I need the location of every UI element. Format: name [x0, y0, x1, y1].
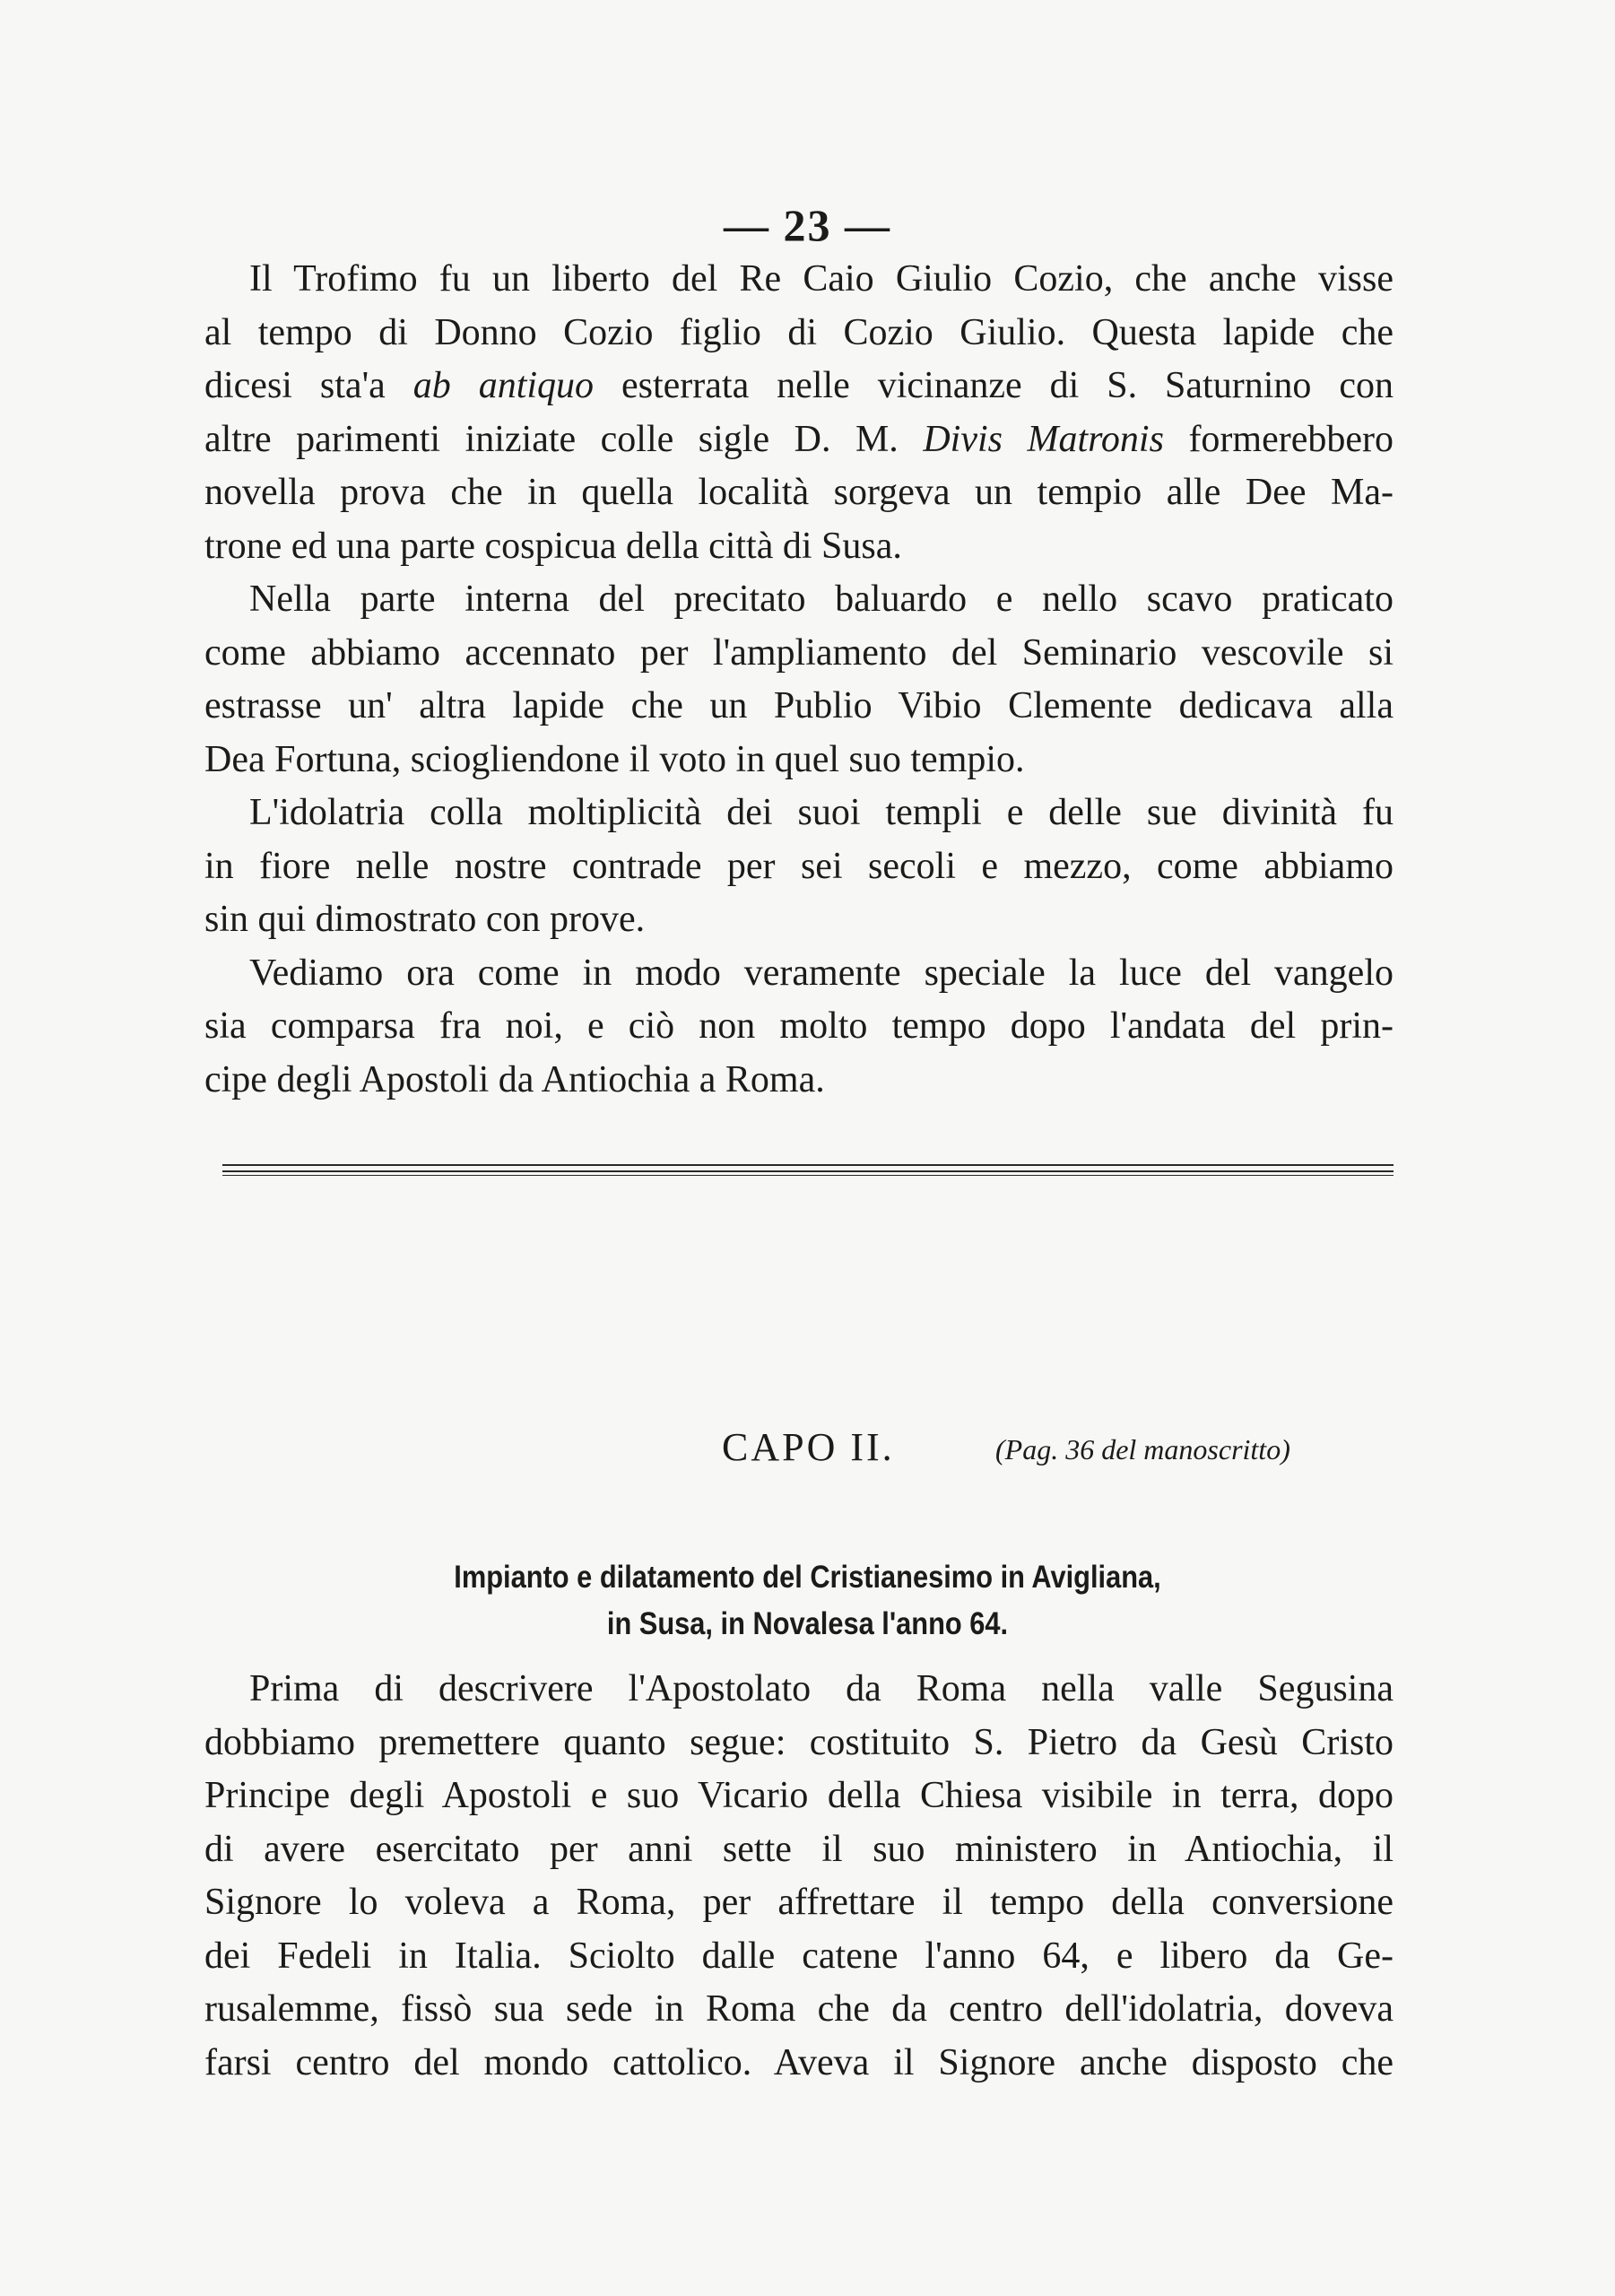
text-run: Prima di descrivere l'Apostolato da Roma nella valle Segusina — [249, 1668, 1394, 1709]
text-line — [204, 520, 1394, 574]
text-run: in fiore nelle nostre contrade per sei secoli e mezzo, come abbiamo — [204, 845, 1394, 887]
body-text-section-2 — [204, 1663, 1394, 2090]
text-line — [204, 1876, 1394, 1930]
text-line — [204, 1930, 1394, 1984]
text-run: L'idolatria colla moltiplicità dei suoi templi e delle sue divinità fu — [249, 792, 1394, 833]
text-run: Vediamo ora come in modo veramente speciale la luce del vangelo — [249, 952, 1394, 994]
text-run: farsi centro del mondo cattolico. Aveva il Signore anche disposto che — [204, 2041, 1394, 2083]
text-run: sia comparsa fra noi, e ciò non molto tempo dopo l'andata del prin- — [204, 1005, 1394, 1047]
text-line — [204, 360, 1394, 413]
text-line — [204, 627, 1394, 681]
manuscript-reference: (Pag. 36 del manoscritto) — [995, 1433, 1290, 1465]
text-run: dobbiamo premettere quanto segue: costituito S. Pietro da Gesù Cristo — [204, 1721, 1394, 1763]
text-line — [204, 466, 1394, 520]
text-line — [204, 307, 1394, 361]
text-line — [204, 1000, 1394, 1054]
text-line — [204, 1717, 1394, 1770]
text-run: formerebbero — [1163, 418, 1394, 460]
text-line — [204, 1983, 1394, 2037]
divider-rule-top — [222, 1164, 1394, 1166]
chapter-label: CAPO II. — [722, 1425, 895, 1469]
text-line — [204, 680, 1394, 734]
text-run: estrasse un' altra lapide che un Publio Vibio Clemente dedicava alla — [204, 685, 1394, 726]
text-run: Il Trofimo fu un liberto del Re Caio Giulio Cozio, che anche visse — [249, 258, 1394, 300]
text-run: esterrata nelle vicinanze di S. Saturnino con — [594, 365, 1394, 406]
text-line — [204, 1663, 1394, 1717]
text-run: Dea Fortuna, sciogliendone il voto in quel suo tempio. — [204, 738, 1025, 780]
text-line — [204, 573, 1394, 627]
italic-text: ab antiquo — [412, 365, 595, 406]
chapter-title-line-2: in Susa, in Novalesa l'anno 64. — [606, 1606, 1009, 1641]
text-run: rusalemme, fissò sua sede in Roma che da centro dell'idolatria, doveva — [204, 1988, 1394, 2030]
text-line — [204, 2037, 1394, 2091]
text-line — [204, 253, 1394, 307]
text-run: Signore lo voleva a Roma, per affrettare il tempo della conversione — [204, 1882, 1394, 1923]
text-line — [204, 893, 1394, 947]
text-run: sin qui dimostrato con prove. — [204, 899, 646, 940]
text-line — [204, 840, 1394, 894]
text-run: al tempo di Donno Cozio figlio di Cozio Giulio. Questa lapide che — [204, 311, 1394, 353]
text-line — [204, 1823, 1394, 1877]
text-run: cipe degli Apostoli da Antiochia a Roma. — [204, 1058, 825, 1100]
chapter-title-line-1: Impianto e dilatamento del Cristianesimo in Avigliana, — [454, 1560, 1161, 1595]
text-run: di avere esercitato per anni sette il suo ministero in Antiochia, il — [204, 1828, 1394, 1870]
text-run: trone ed una parte cospicua della città di Susa. — [204, 525, 902, 567]
text-run: come abbiamo accennato per l'ampliamento del Seminario vescovile si — [204, 631, 1394, 674]
text-line — [204, 413, 1394, 467]
text-run: Principe degli Apostoli e suo Vicario della Chiesa visibile in terra, dopo — [204, 1775, 1394, 1816]
italic-text: Divis Matronis — [923, 418, 1164, 460]
text-line — [204, 734, 1394, 787]
text-line — [204, 1770, 1394, 1823]
chapter-title — [97, 1554, 1518, 1648]
body-text-section-1 — [204, 253, 1394, 1107]
text-line — [204, 947, 1394, 1001]
text-line — [204, 787, 1394, 840]
text-run: novella prova che in quella località sorgeva un tempio alle Dee Ma- — [204, 472, 1394, 513]
text-run: dicesi sta'a — [204, 365, 413, 406]
page-number: — 23 — — [724, 200, 891, 250]
section-divider — [222, 1164, 1394, 1177]
divider-rule-middle — [222, 1170, 1394, 1172]
text-run: dei Fedeli in Italia. Sciolto dalle catene l'anno 64, e libero da Ge- — [204, 1935, 1394, 1977]
text-line — [204, 1054, 1394, 1108]
divider-rule-bottom — [222, 1175, 1394, 1176]
text-run: altre parimenti iniziate colle sigle D. M. — [204, 418, 924, 460]
text-run: Nella parte interna del precitato baluardo e nello scavo praticato — [249, 578, 1394, 620]
